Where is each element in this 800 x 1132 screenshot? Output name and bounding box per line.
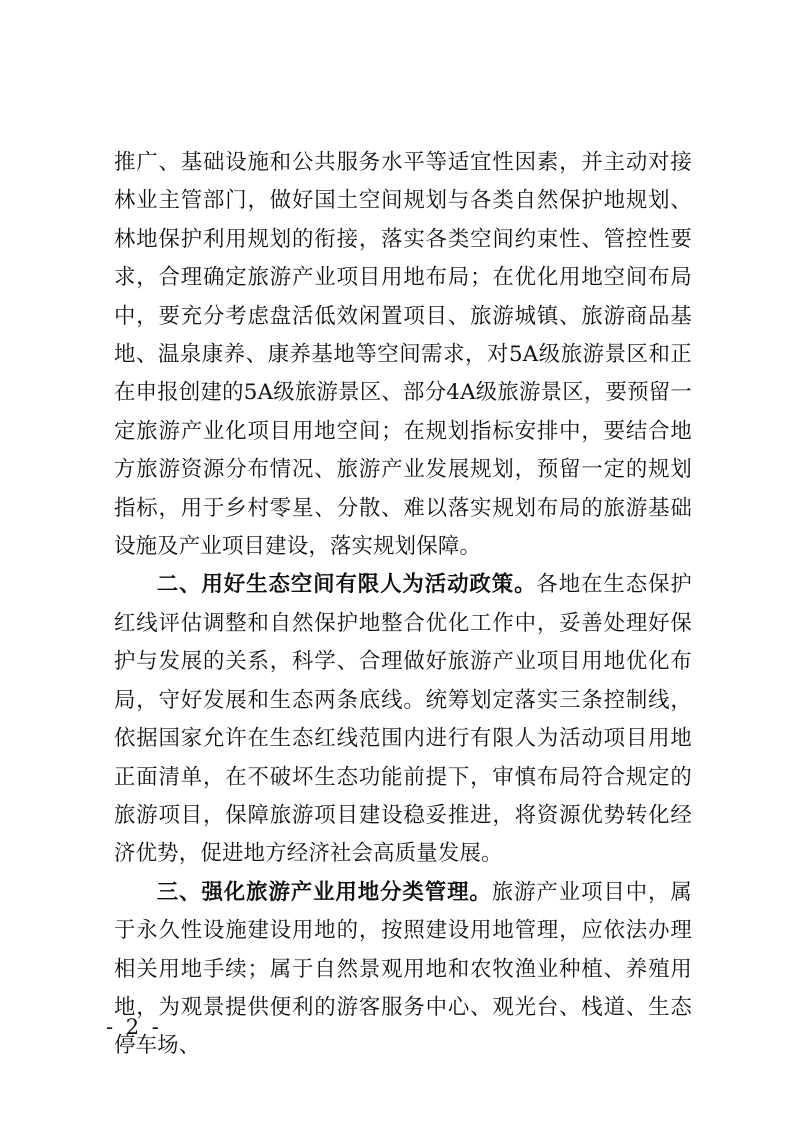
document-body [114, 144, 692, 1066]
paragraph-body: 各地在生态保护红线评估调整和自然保护地整合优化工作中，妥善处理好保护与发展的关系，科学、合理做好旅游产业项目用地优化布局，守好发展和生态两条底线。统筹划定落实三条控制线，依据国家允许在生态红线范围内进行有限人为活动项目用地正面清单，在不破坏生态功能前提下，审慎布局符合规定的旅游项目，保障旅游项目建设稳妥推进，将资源优势转化经济优势，促进地方经济社会高质量发展。 [114, 572, 692, 867]
paragraph-body: 推广、基础设施和公共服务水平等适宜性因素，并主动对接林业主管部门，做好国土空间规划与各类自然保护地规划、林地保护利用规划的衔接，落实各类空间约束性、管控性要求，合理确定旅游产业项目用地布局；在优化用地空间布局中，要充分考虑盘活低效闲置项目、旅游城镇、旅游商品基地、温泉康养、康养基地等空间需求，对5A级旅游景区和正在申报创建的5A级旅游景区、部分4A级旅游景区，要预留一定旅游产业化项目用地空间；在规划指标安排中，要结合地方旅游资源分布情况、旅游产业发展规划，预留一定的规划指标，用于乡村零星、分散、难以落实规划布局的旅游基础设施及产业项目建设，落实规划保障。 [114, 150, 692, 560]
paragraph-section-three [114, 874, 692, 1066]
paragraph-section-two [114, 566, 692, 873]
section-heading-two: 二、用好生态空间有限人为活动政策。 [156, 572, 537, 598]
page-number: - 2 - [106, 1015, 162, 1039]
paragraph-body: 旅游产业项目中，属于永久性设施建设用地的，按照建设用地管理，应依法办理相关用地手续；属于自然景观用地和农牧渔业种植、养殖用地，为观景提供便利的游客服务中心、观光台、栈道、生态停车场、 [114, 879, 692, 1059]
paragraph-continuation [114, 144, 692, 566]
section-heading-three: 三、强化旅游产业用地分类管理。 [156, 879, 492, 905]
